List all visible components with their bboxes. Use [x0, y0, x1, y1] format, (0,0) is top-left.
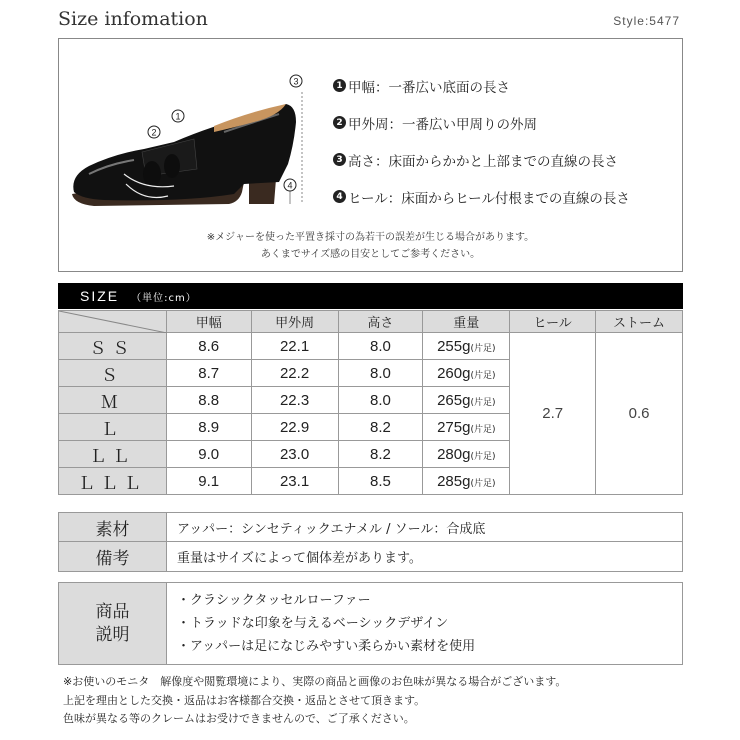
width-cell: 8.9 — [166, 414, 251, 441]
description-row — [59, 583, 683, 665]
measure-item-girth — [333, 104, 678, 141]
height-cell: 8.0 — [338, 387, 423, 414]
page-title: Size infomation — [58, 8, 208, 30]
height-cell: 8.2 — [338, 441, 423, 468]
svg-text:2: 2 — [151, 127, 157, 138]
weight-cell: 260g(片足) — [423, 360, 510, 387]
girth-cell: 23.0 — [251, 441, 338, 468]
size-label: ＬＬＬ — [59, 468, 167, 495]
material-row — [59, 513, 683, 542]
girth-cell: 23.1 — [251, 468, 338, 495]
measurement-legend — [333, 67, 678, 215]
size-label: Ｍ — [59, 387, 167, 414]
feature-item: ・トラッドな印象を与えるベーシックデザイン — [177, 616, 449, 631]
weight-cell: 275g(片足) — [423, 414, 510, 441]
marker-2 — [148, 126, 160, 138]
footer-disclaimer — [63, 673, 703, 729]
weight-cell: 280g(片足) — [423, 441, 510, 468]
weight-cell: 265g(片足) — [423, 387, 510, 414]
diagonal-line — [59, 311, 167, 333]
marker-3 — [290, 75, 302, 87]
marker-4 — [284, 179, 296, 191]
svg-text:1: 1 — [175, 111, 181, 122]
loafer-image — [64, 64, 314, 234]
column-header: ヒール — [510, 311, 596, 333]
material-value: アッパー：シンセティックエナメル / ソール：合成底 — [167, 513, 683, 542]
remarks-label: 備考 — [59, 542, 167, 572]
measure-item-width — [333, 67, 678, 104]
column-header: ストーム — [596, 311, 683, 333]
column-header: 甲外周 — [251, 311, 338, 333]
column-header: 高さ — [338, 311, 423, 333]
measure-item-heel — [333, 178, 678, 215]
note-line: ※メジャーを使った平置き採寸の為若干の誤差が生じる場合があります。 — [206, 232, 535, 243]
girth-cell: 22.1 — [251, 333, 338, 360]
size-table — [58, 310, 683, 495]
material-remarks-table — [58, 512, 683, 572]
style-number: Style:5477 — [613, 14, 680, 28]
height-cell: 8.0 — [338, 333, 423, 360]
measurement-note — [59, 229, 682, 263]
feature-item: ・クラシックタッセルローファー — [177, 593, 371, 608]
heel-value: 2.7 — [510, 333, 596, 495]
number-badge-2: 2 — [333, 116, 346, 129]
marker-1 — [172, 110, 184, 122]
table-row — [59, 333, 683, 360]
svg-text:3: 3 — [293, 76, 299, 87]
description-content — [167, 583, 683, 665]
size-label: Ｓ — [59, 360, 167, 387]
description-label — [59, 583, 167, 665]
storm-value: 0.6 — [596, 333, 683, 495]
corner-cell — [59, 311, 167, 333]
height-cell: 8.0 — [338, 360, 423, 387]
girth-cell: 22.9 — [251, 414, 338, 441]
disclaimer-line: 上記を理由とした交換・返品はお客様都合交換・返品とさせて頂きます。 — [63, 693, 426, 707]
width-cell: 8.8 — [166, 387, 251, 414]
measure-text: 高さ：床面からかかと上部までの直線の長さ — [348, 153, 618, 170]
measure-text: 甲外周：一番広い甲周りの外周 — [348, 116, 537, 133]
weight-cell: 285g(片足) — [423, 468, 510, 495]
size-label: Ｌ — [59, 414, 167, 441]
girth-cell: 22.3 — [251, 387, 338, 414]
measure-text: 甲幅：一番広い底面の長さ — [348, 79, 510, 96]
disclaimer-line: ※お使いのモニタ 解像度や閲覧環境により、実際の商品と画像のお色味が異なる場合がございます。 — [63, 675, 567, 688]
description-label-line: 商品 — [95, 601, 130, 622]
size-label: ＬＬ — [59, 441, 167, 468]
measure-text: ヒール：床面からヒール付根までの直線の長さ — [348, 190, 630, 207]
material-label: 素材 — [59, 513, 167, 542]
unit-label: （単位:cm） — [131, 292, 197, 304]
column-header: 甲幅 — [166, 311, 251, 333]
width-cell: 8.7 — [166, 360, 251, 387]
number-badge-1: 1 — [333, 79, 346, 92]
remarks-value: 重量はサイズによって個体差があります。 — [167, 542, 683, 572]
remarks-row — [59, 542, 683, 572]
note-line: あくまでサイズ感の目安としてご参考ください。 — [260, 249, 481, 260]
size-info-panel — [58, 38, 683, 272]
width-cell: 9.1 — [166, 468, 251, 495]
svg-text:4: 4 — [287, 180, 293, 191]
width-cell: 8.6 — [166, 333, 251, 360]
table-header-row — [59, 311, 683, 333]
size-section-header — [58, 283, 683, 309]
disclaimer-line: 色味が異なる等のクレームはお受けできませんので、ご了承ください。 — [63, 712, 415, 725]
size-heading: SIZE — [80, 288, 120, 304]
height-cell: 8.2 — [338, 414, 423, 441]
weight-cell: 255g(片足) — [423, 333, 510, 360]
feature-item: ・アッパーは足になじみやすい柔らかい素材を使用 — [177, 639, 476, 654]
size-label: ＳＳ — [59, 333, 167, 360]
shoe-illustration — [64, 64, 314, 234]
width-cell: 9.0 — [166, 441, 251, 468]
height-cell: 8.5 — [338, 468, 423, 495]
number-badge-3: 3 — [333, 153, 346, 166]
description-label-line: 説明 — [95, 624, 130, 645]
number-badge-4: 4 — [333, 190, 346, 203]
column-header: 重量 — [423, 311, 510, 333]
measure-item-height — [333, 141, 678, 178]
girth-cell: 22.2 — [251, 360, 338, 387]
description-table — [58, 582, 683, 665]
